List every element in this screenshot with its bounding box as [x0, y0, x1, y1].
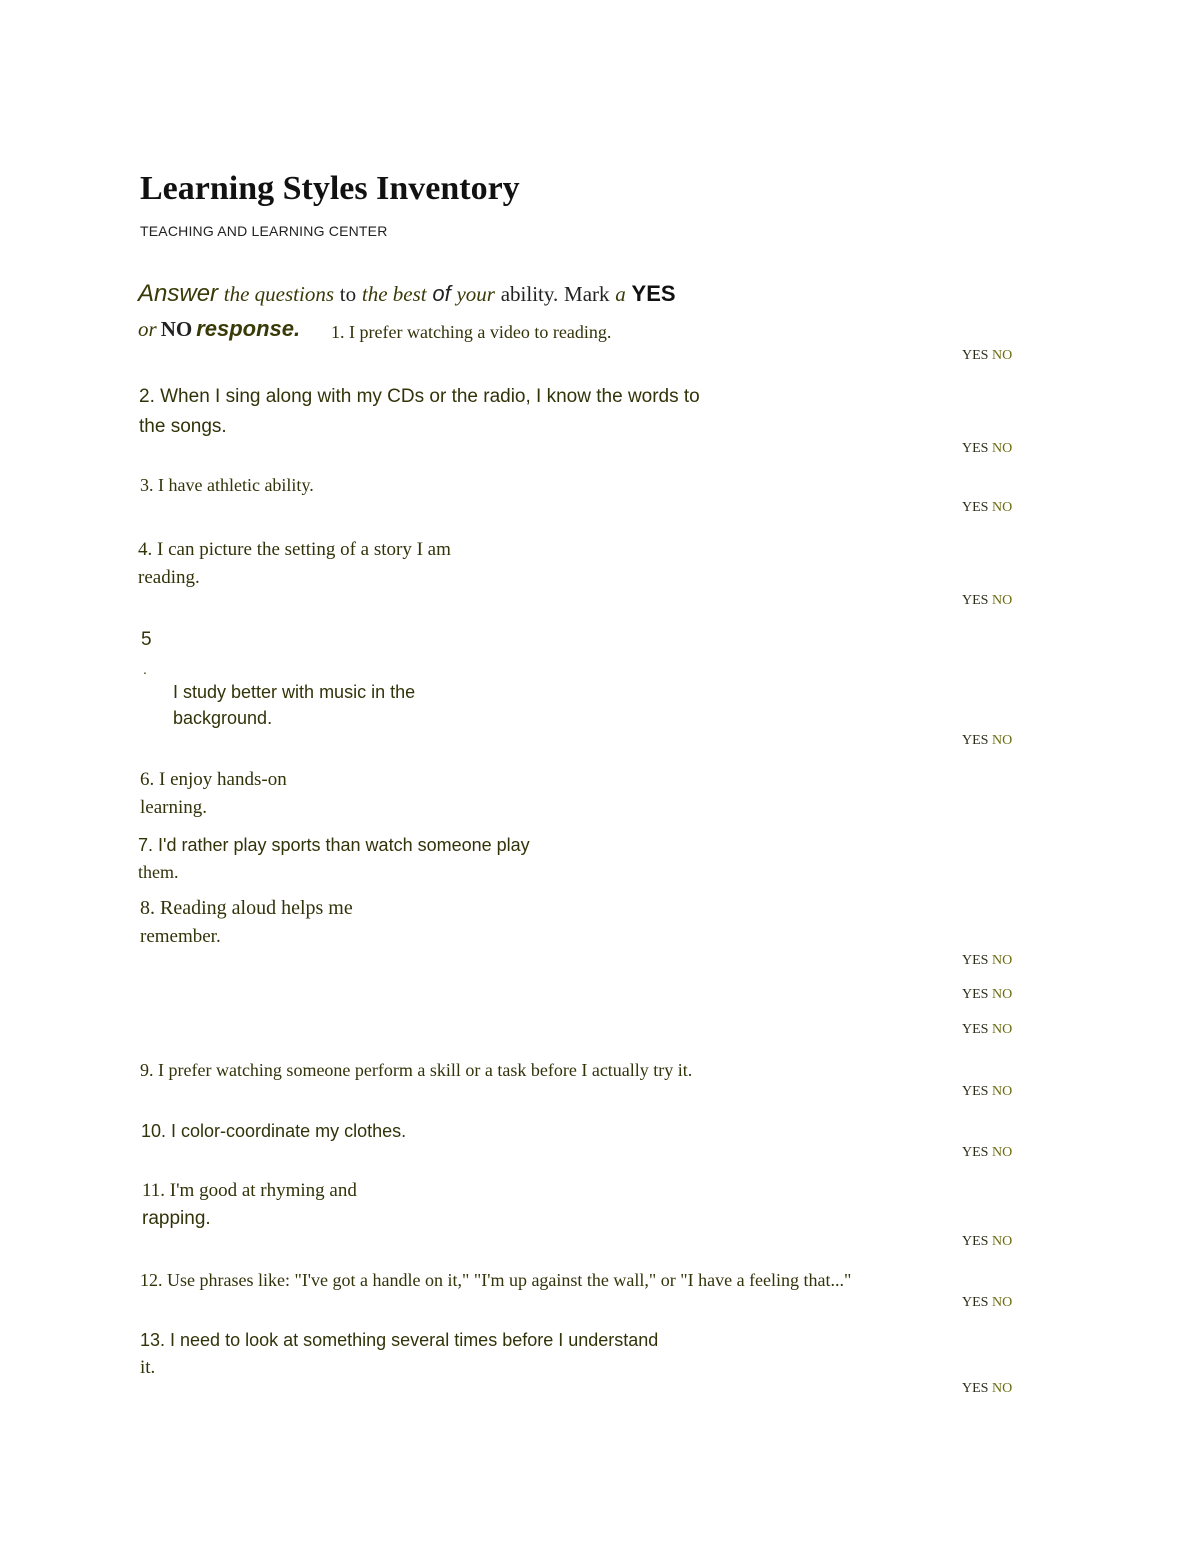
- question-8-line1: 8. Reading aloud helps me: [140, 897, 353, 919]
- no-option[interactable]: NO: [991, 733, 1013, 748]
- instr-word: the questions: [223, 282, 335, 306]
- question-5-number: 5: [141, 629, 152, 650]
- yes-option[interactable]: YES: [962, 1145, 989, 1160]
- answer-options-9[interactable]: [962, 1084, 1012, 1100]
- question-2-line1: 2. When I sing along with my CDs or the radio, I know the words to: [139, 386, 700, 407]
- question-7-line1: 7. I'd rather play sports than watch someone play: [138, 835, 530, 855]
- question-5-line1: I study better with music in the: [173, 682, 416, 702]
- question-4-line2: reading.: [138, 567, 200, 588]
- instr-word: response.: [196, 316, 301, 341]
- instr-word: the best: [361, 282, 427, 306]
- instr-word: or: [138, 317, 157, 341]
- no-option[interactable]: NO: [991, 593, 1013, 608]
- question-5-dot: .: [143, 661, 147, 677]
- answer-options-4[interactable]: [962, 593, 1012, 609]
- page-subtitle: TEACHING AND LEARNING CENTER: [140, 223, 388, 239]
- yes-option[interactable]: YES: [962, 733, 989, 748]
- instr-word: Mark: [564, 282, 610, 306]
- instr-word: Answer: [138, 280, 219, 307]
- yes-option[interactable]: YES: [962, 1084, 989, 1099]
- no-option[interactable]: NO: [991, 1295, 1013, 1310]
- instr-word: to: [339, 282, 357, 306]
- yes-option[interactable]: YES: [962, 500, 989, 515]
- yes-option[interactable]: YES: [962, 1234, 989, 1249]
- question-13-line2: it.: [140, 1357, 156, 1378]
- no-option[interactable]: NO: [991, 1022, 1013, 1037]
- answer-options-3[interactable]: [962, 500, 1012, 516]
- yes-option[interactable]: YES: [962, 1022, 989, 1037]
- question-4-line1: 4. I can picture the setting of a story I am: [138, 539, 451, 560]
- question-11-line2: rapping.: [142, 1208, 211, 1229]
- answer-options-1[interactable]: [962, 348, 1012, 364]
- answer-options-12[interactable]: [962, 1295, 1012, 1311]
- question-7-line2: them.: [138, 862, 179, 882]
- no-option[interactable]: NO: [991, 348, 1013, 363]
- page-title: Learning Styles Inventory: [140, 170, 520, 207]
- instr-word: NO: [160, 317, 193, 341]
- no-option[interactable]: NO: [991, 500, 1013, 515]
- yes-option[interactable]: YES: [962, 953, 989, 968]
- instr-word: ability.: [500, 282, 559, 306]
- question-13-line1: 13. I need to look at something several times before I understand: [140, 1330, 659, 1350]
- no-option[interactable]: NO: [991, 953, 1013, 968]
- question-8-line2: remember.: [140, 926, 221, 947]
- yes-option[interactable]: YES: [962, 987, 989, 1002]
- answer-options-13[interactable]: [962, 1381, 1012, 1397]
- question-6-line1: 6. I enjoy hands-on: [140, 769, 287, 790]
- yes-option[interactable]: YES: [962, 1381, 989, 1396]
- no-option[interactable]: NO: [991, 1381, 1013, 1396]
- answer-options-5[interactable]: [962, 733, 1012, 749]
- question-12: 12. Use phrases like: "I've got a handle on it," "I'm up against the wall," or "I have a feeling that...": [140, 1270, 852, 1290]
- instr-word: a: [615, 282, 626, 306]
- answer-options-10[interactable]: [962, 1145, 1012, 1161]
- answer-options-2[interactable]: [962, 441, 1012, 457]
- yes-option[interactable]: YES: [962, 593, 989, 608]
- instr-word: your: [456, 282, 495, 306]
- question-10: 10. I color-coordinate my clothes.: [141, 1121, 407, 1141]
- yes-option[interactable]: YES: [962, 1295, 989, 1310]
- question-6-line2: learning.: [140, 797, 208, 818]
- answer-options-6[interactable]: [962, 953, 1012, 969]
- question-9: 9. I prefer watching someone perform a skill or a task before I actually try it.: [140, 1060, 693, 1080]
- question-11-line1: 11. I'm good at rhyming and: [142, 1180, 357, 1201]
- question-1: 1. I prefer watching a video to reading.: [331, 322, 612, 342]
- instr-word: YES: [631, 281, 676, 306]
- question-3: 3. I have athletic ability.: [140, 475, 314, 495]
- answer-options-11[interactable]: [962, 1234, 1012, 1250]
- question-2-line2: the songs.: [139, 416, 227, 437]
- no-option[interactable]: NO: [991, 1234, 1013, 1249]
- no-option[interactable]: NO: [991, 1084, 1013, 1099]
- no-option[interactable]: NO: [991, 987, 1013, 1002]
- instr-word: of: [432, 281, 451, 306]
- instructions-line2: [138, 316, 300, 342]
- yes-option[interactable]: YES: [962, 348, 989, 363]
- answer-options-8[interactable]: [962, 1022, 1012, 1038]
- yes-option[interactable]: YES: [962, 441, 989, 456]
- question-5-line2: background.: [173, 708, 273, 728]
- instructions: [138, 280, 676, 308]
- answer-options-7[interactable]: [962, 987, 1012, 1003]
- no-option[interactable]: NO: [991, 441, 1013, 456]
- no-option[interactable]: NO: [991, 1145, 1013, 1160]
